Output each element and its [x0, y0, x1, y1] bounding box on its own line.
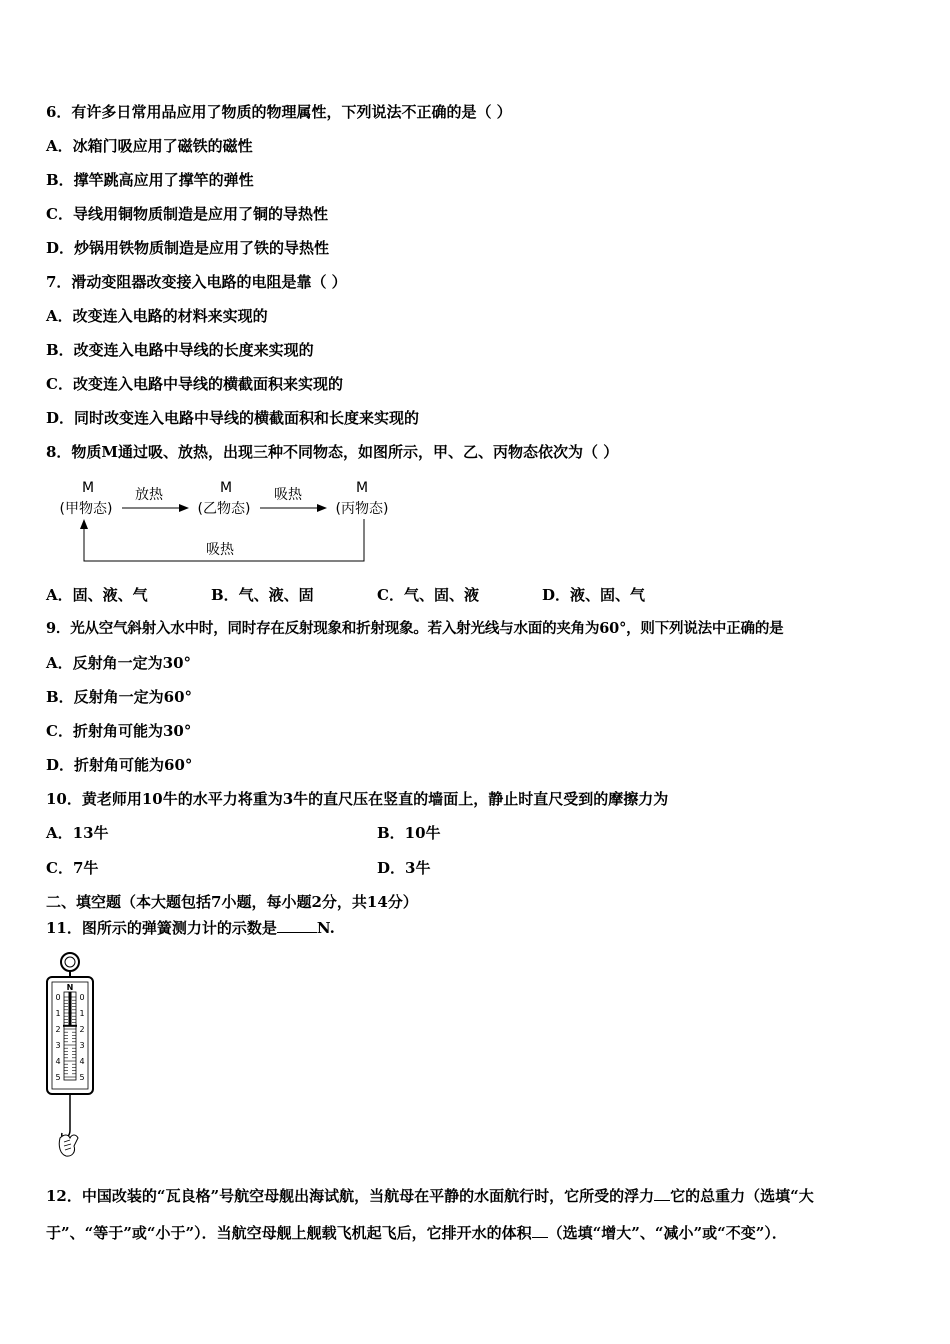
scale-label-right: 4 [79, 1057, 85, 1066]
q10-stem: 10．黄老师用10牛的水平力将重为3牛的直尺压在竖直的墙面上，静止时直尺受到的摩擦力为 [46, 790, 669, 808]
scale-top-ring [61, 953, 79, 971]
scale-label-right: 3 [79, 1041, 85, 1050]
q11-stem-after: N. [316, 919, 335, 937]
q12-line2-a: 于”、“等于”或“小于”）．当航空母舰上舰载飞机起飞后，它排开水的体积 [46, 1224, 532, 1242]
q6-stem: 6．有许多日常用品应用了物质的物理属性，下列说法不正确的是（ ） [46, 103, 512, 121]
q10-option-c: C．7牛 [46, 859, 99, 877]
diagram-arrow1-label: 放热 [135, 487, 163, 503]
q6-option-b: B．撑竿跳高应用了撑竿的弹性 [46, 171, 254, 189]
diagram-m-1: M [81, 480, 95, 496]
q10-option-d: D．3牛 [377, 859, 431, 877]
q8-state-diagram [46, 475, 416, 570]
q12-blank-2 [532, 1223, 548, 1238]
diagram-m-3: M [355, 480, 369, 496]
diagram-arrow1-head [179, 504, 189, 512]
q9-option-d: D．折射角可能为60° [46, 756, 193, 774]
diagram-state-2: (乙物态) [197, 501, 251, 517]
scale-label-left: 5 [55, 1073, 61, 1082]
diagram-arrow3-label: 吸热 [206, 542, 234, 558]
q11-blank [277, 918, 317, 933]
q6-option-d: D．炒锅用铁物质制造是应用了铁的导热性 [46, 239, 330, 257]
scale-label-left: 4 [55, 1057, 61, 1066]
scale-label-left: 2 [55, 1025, 61, 1034]
q7-option-b: B．改变连入电路中导线的长度来实现的 [46, 341, 314, 359]
q12-line2 [46, 1223, 787, 1242]
q7-option-d: D．同时改变连入电路中导线的横截面积和长度来实现的 [46, 409, 420, 427]
q12-line1-b: 它的总重力（选填“大 [670, 1187, 814, 1205]
diagram-m-2: M [219, 480, 233, 496]
scale-label-right: 0 [79, 993, 85, 1002]
scale-label-left: 1 [55, 1009, 61, 1018]
q8-option-c: C．气、固、液 [377, 586, 479, 604]
section2-title: 二、填空题（本大题包括7小题，每小题2分，共14分） [46, 893, 418, 911]
q8-option-d: D．液、固、气 [542, 586, 646, 604]
scale-label-left: 0 [55, 993, 61, 1002]
q7-stem: 7．滑动变阻器改变接入电路的电阻是靠（ ） [46, 273, 347, 291]
scale-label-left: 3 [55, 1041, 61, 1050]
q9-stem: 9．光从空气斜射入水中时，同时存在反射现象和折射现象。若入射光线与水面的夹角为60°，则下列说法中正确的是 [46, 620, 784, 637]
diagram-arrow3-head [80, 519, 88, 529]
scale-unit-label: N [66, 983, 74, 992]
scale-label-right: 2 [79, 1025, 85, 1034]
scale-top-ring-inner [65, 957, 75, 967]
q7-option-a: A．改变连入电路的材料来实现的 [46, 307, 268, 325]
diagram-arrow2-label: 吸热 [274, 487, 302, 503]
q11-stem [46, 918, 335, 937]
spring-scale-figure [44, 948, 96, 1160]
q12-line1-a: 12．中国改装的“瓦良格”号航空母舰出海试航，当航母在平静的水面航行时，它所受的浮力 [46, 1187, 655, 1205]
diagram-state-3: (丙物态) [335, 501, 389, 517]
scale-label-right: 1 [79, 1009, 85, 1018]
q12-blank-1 [654, 1186, 670, 1201]
q12-line2-b: （选填“增大”、“减小”或“不变”）． [547, 1224, 787, 1242]
q8-stem: 8．物质M通过吸、放热，出现三种不同物态，如图所示，甲、乙、丙物态依次为（ ） [46, 443, 619, 461]
diagram-state-1: (甲物态) [59, 501, 113, 517]
q11-stem-before: 11．图所示的弹簧测力计的示数是 [46, 919, 277, 937]
q10-option-b: B．10牛 [377, 824, 441, 842]
q9-option-b: B．反射角一定为60° [46, 688, 193, 706]
q9-option-a: A．反射角一定为30° [46, 654, 192, 672]
q9-option-c: C．折射角可能为30° [46, 722, 192, 740]
q10-option-a: A．13牛 [46, 824, 109, 842]
q8-option-b: B．气、液、固 [211, 586, 314, 604]
diagram-arrow2-head [317, 504, 327, 512]
q12-line1 [46, 1186, 814, 1205]
q7-option-c: C．改变连入电路中导线的横截面积来实现的 [46, 375, 343, 393]
q6-option-c: C．导线用铜物质制造是应用了铜的导热性 [46, 205, 328, 223]
hand-icon [59, 1135, 78, 1156]
q8-option-a: A．固、液、气 [46, 586, 148, 604]
q6-option-a: A．冰箱门吸应用了磁铁的磁性 [46, 137, 253, 155]
scale-label-right: 5 [79, 1073, 85, 1082]
